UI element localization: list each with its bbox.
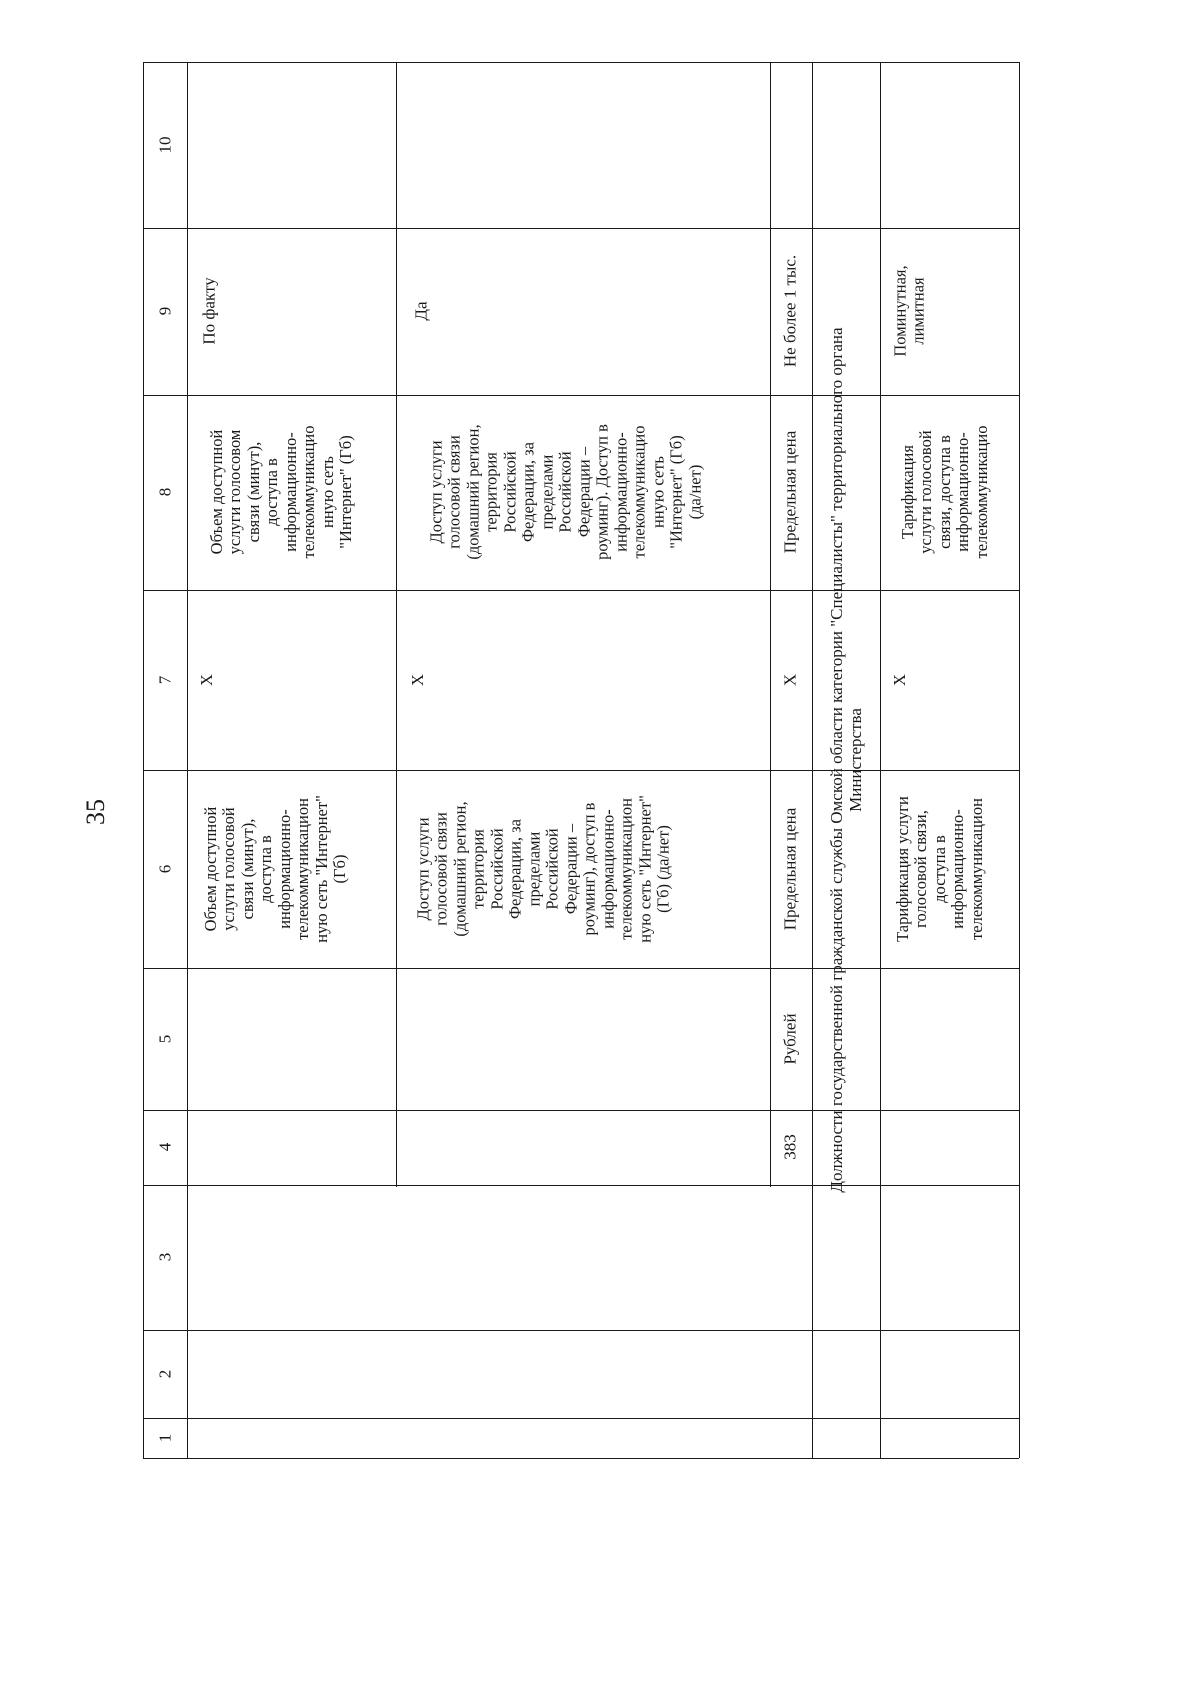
row3-col9-text: Не более 1 тыс.	[780, 254, 800, 368]
column-number-3: 3	[155, 1252, 175, 1262]
row4-col6-text: Тарификация услуги голосовой связи, доступа в информационно- телекоммуникацион	[892, 796, 986, 942]
row4-col9-text: Поминутная, лимитная	[890, 265, 928, 357]
row1-col6-text: Объем доступной услуги голосовой связи (минут), доступа в информационно- телекоммуникацион ную сеть "Интернет" (Гб)	[201, 795, 350, 943]
column-number-5: 5	[155, 1034, 175, 1044]
column-divider	[143, 1110, 1019, 1111]
table-border-right	[1019, 62, 1020, 1458]
column-number-8: 8	[155, 487, 175, 497]
row2-col6-text: Доступ услуги голосовой связи (домашний регион, территория Российской Федерации, за пределами Российской Федерации – роуминг), доступ в информационно- телекоммуникацион ную сеть "Интернет" (Гб) (да/нет)	[413, 795, 673, 943]
column-divider	[143, 228, 1019, 229]
row-divider	[770, 62, 771, 1187]
column-number-2: 2	[155, 1369, 175, 1379]
row4-col7-text: Х	[889, 674, 909, 686]
column-number-9: 9	[155, 306, 175, 316]
column-divider	[143, 1330, 1019, 1331]
column-divider	[143, 1418, 1019, 1419]
column-divider	[143, 770, 1019, 771]
table-border-bottom	[143, 1458, 1019, 1459]
row3-col4-text: 383	[780, 1134, 800, 1160]
table-border-left	[143, 62, 144, 1458]
row1-col9-text: По факту	[199, 277, 219, 345]
row3-col6-text: Предельная цена	[780, 807, 800, 931]
row4-col8-text: Тарификация услуги голосовой связи, доступа в информационно- телекоммуникацио	[897, 425, 991, 559]
column-divider	[143, 968, 1019, 969]
table-border-top	[143, 62, 1019, 63]
row-divider	[812, 62, 813, 1458]
section-header: Должности государственной гражданской службы Омской области категории "Специалисты" территориального органа Министерства	[826, 327, 865, 1193]
column-number-7: 7	[155, 675, 175, 685]
column-divider	[143, 1185, 1019, 1186]
row-divider	[396, 62, 397, 1187]
row-divider	[880, 62, 881, 1458]
column-number-10: 10	[155, 136, 175, 154]
column-divider	[143, 590, 1019, 591]
row2-col8-text: Доступ услуги голосовой связи (домашний регион, территория Российской Федерации, за пределами Российской Федерации – роуминг). Доступ в информационно- телекоммуникацио нную сеть "Интернет" (Гб) (да/нет)	[426, 424, 705, 560]
row3-col5-text: Рублей	[780, 1013, 800, 1065]
column-number-4: 4	[155, 1142, 175, 1152]
row1-col8-text: Объем доступной услуги голосовом связи (минут), доступа в информационно- телекоммуникацио нную сеть "Интернет" (Гб)	[207, 425, 356, 559]
column-number-1: 1	[155, 1433, 175, 1443]
row3-col7-text: Х	[780, 673, 800, 687]
row1-col7-text: Х	[196, 674, 216, 686]
row2-col9-text: Да	[411, 301, 431, 321]
column-number-6: 6	[155, 864, 175, 874]
row-divider	[187, 62, 188, 1458]
row2-col7-text: Х	[407, 674, 427, 686]
column-divider	[143, 395, 1019, 396]
page-number: 35	[81, 799, 110, 825]
row3-col8-text: Предельная цена	[780, 430, 800, 554]
